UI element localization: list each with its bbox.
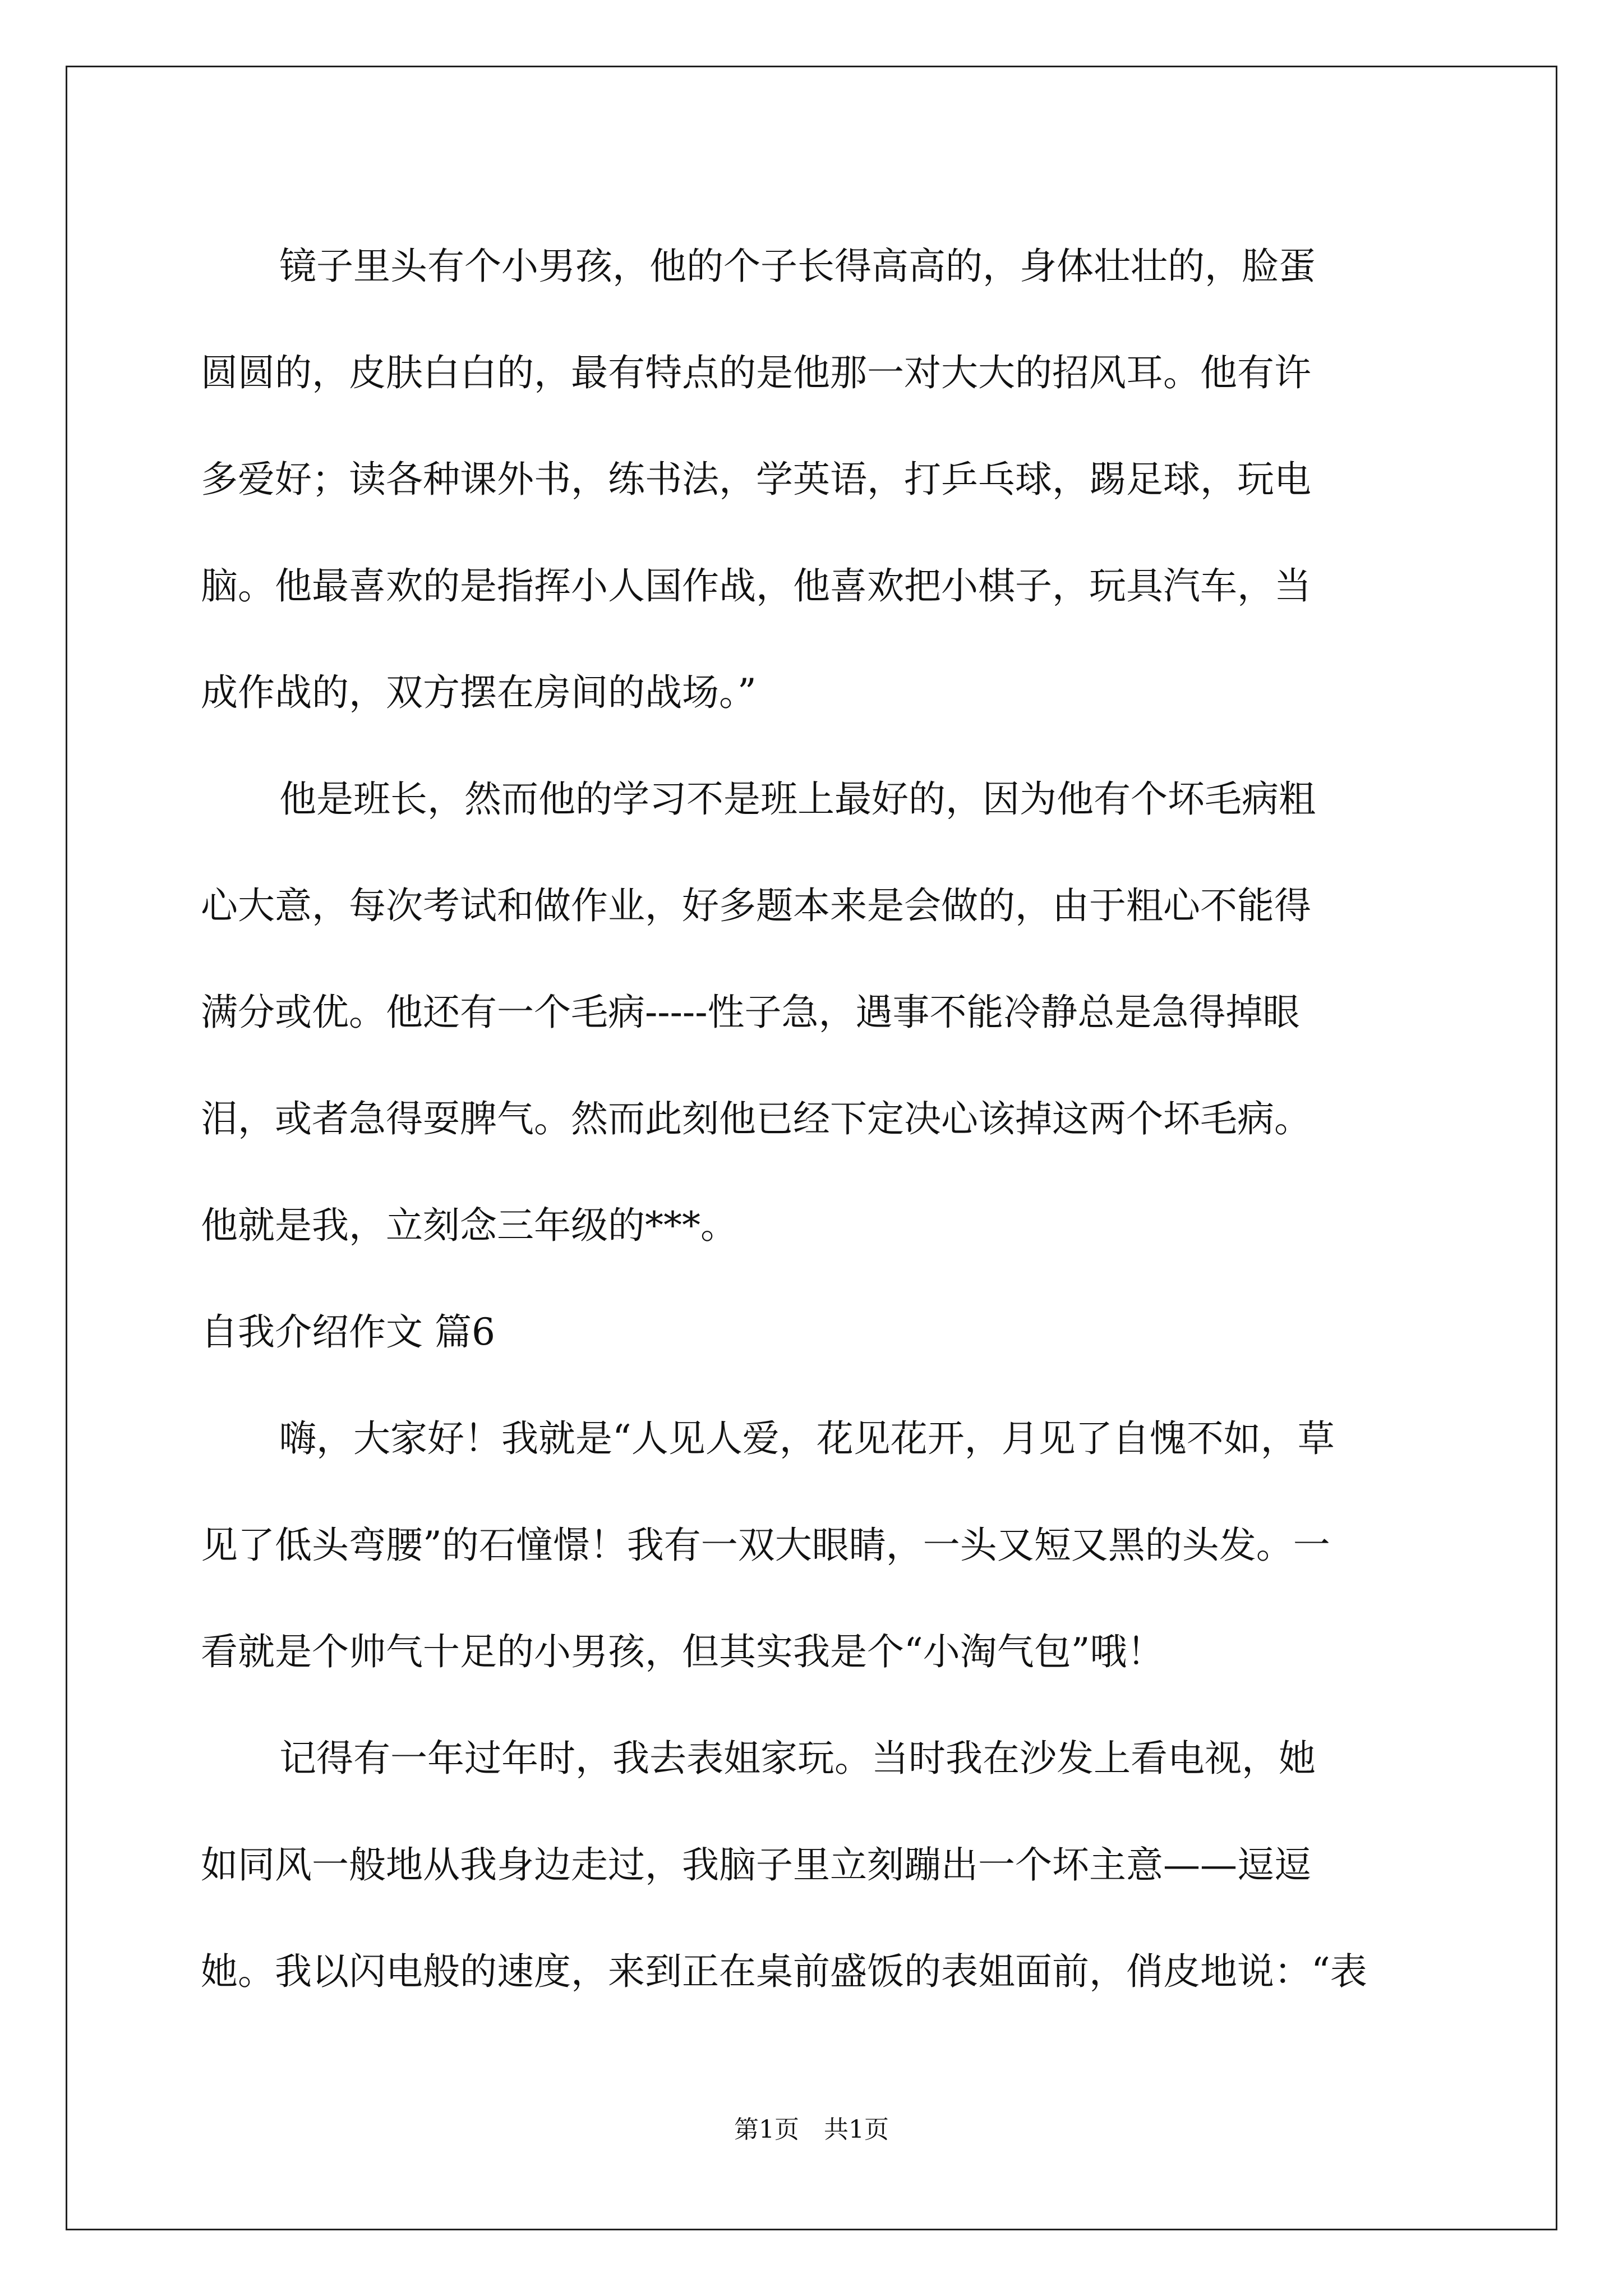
paragraph-line: 他就是我，立刻念三年级的***。 — [201, 1204, 737, 1247]
paragraph-line: 镜子里头有个小男孩，他的个子长得高高的，身体壮壮的，脸蛋 — [279, 245, 1316, 288]
paragraph-line: 见了低头弯腰”的石憧憬！我有一双大眼睛，一头又短又黑的头发。一 — [201, 1524, 1330, 1567]
paragraph-line: 记得有一年过年时，我去表姐家玩。当时我在沙发上看电视，她 — [279, 1737, 1316, 1780]
section-heading: 自我介绍作文 篇6 — [201, 1310, 495, 1354]
paragraph-line: 如同风一般地从我身边走过，我脑子里立刻蹦出一个坏主意——逗逗 — [201, 1843, 1311, 1887]
paragraph-line: 多爱好；读各种课外书，练书法，学英语，打乒乓球，踢足球，玩电 — [201, 458, 1311, 501]
paragraph-line: 脑。他最喜欢的是指挥小人国作战，他喜欢把小棋子，玩具汽车，当 — [201, 564, 1311, 608]
page-footer: 第1页 共1页 — [734, 2115, 889, 2144]
paragraph-line: 嗨，大家好！我就是“人见人爱，花见花开，月见了自愧不如，草 — [279, 1417, 1335, 1460]
paragraph-line: 成作战的，双方摆在房间的战场。” — [201, 671, 757, 714]
paragraph-line: 圆圆的，皮肤白白的，最有特点的是他那一对大大的招风耳。他有许 — [201, 351, 1311, 394]
paragraph-line: 满分或优。他还有一个毛病-----性子急，遇事不能冷静总是急得掉眼 — [201, 991, 1300, 1034]
paragraph-line: 看就是个帅气十足的小男孩，但其实我是个“小淘气包”哦！ — [201, 1630, 1164, 1673]
document-body — [201, 213, 1422, 2025]
paragraph-line: 心大意，每次考试和做作业，好多题本来是会做的，由于粗心不能得 — [201, 884, 1311, 927]
paragraph-line: 她。我以闪电般的速度，来到正在桌前盛饭的表姐面前，俏皮地说：“表 — [201, 1950, 1367, 1993]
paragraph-line: 他是班长，然而他的学习不是班上最好的，因为他有个坏毛病粗 — [279, 777, 1316, 821]
paragraph-line: 泪，或者急得耍脾气。然而此刻他已经下定决心该掉这两个坏毛病。 — [201, 1097, 1311, 1140]
